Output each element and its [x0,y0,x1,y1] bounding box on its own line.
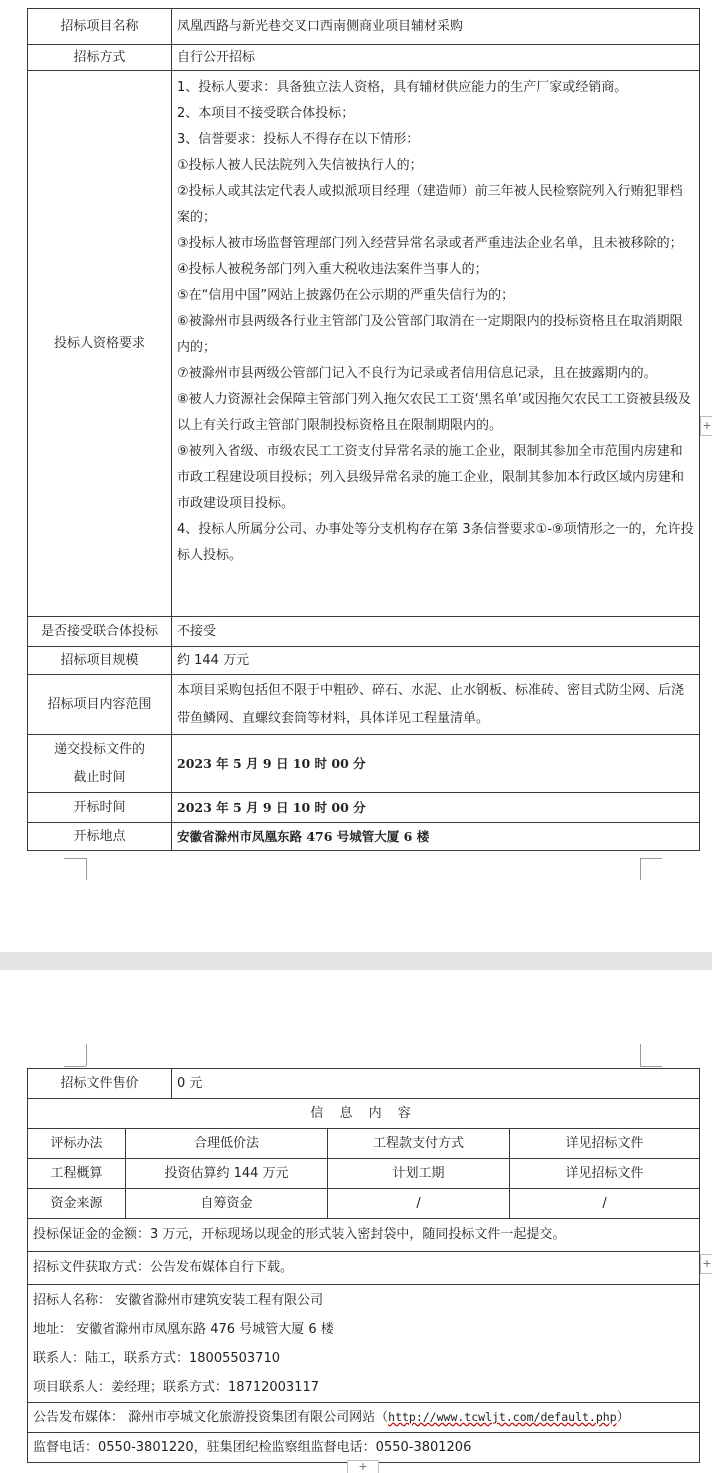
tenderer-info [28,1285,700,1403]
open-place-value: 安徽省滁州市凤凰东路 476 号城管大厦 6 楼 [172,823,700,851]
duration-label: 计划工期 [328,1159,510,1189]
tenderer-contact: 联系人：陆工，联系方式：18005503710 [33,1350,280,1366]
page-margin-mark [86,858,87,880]
consortium-value: 不接受 [172,617,700,647]
open-time-label: 开标时间 [28,793,172,823]
tender-info-table [27,8,700,851]
deposit-text: 投标保证金的金额：3 万元，开标现场以现金的形式装入密封袋中，随同投标文件一起提交。 [28,1219,700,1252]
page-gap [0,952,712,970]
qualification-label: 投标人资格要求 [28,71,172,617]
eval-method-label: 评标办法 [28,1129,126,1159]
scope-label: 招标项目内容范围 [28,675,172,735]
media-text: 公告发布媒体： 滁州市亭城文化旅游投资集团有限公司网站（http://www.tcwljt.com/default.php） [28,1403,700,1433]
qualification-line: 2、本项目不接受联合体投标； [177,106,355,121]
page-margin-mark [640,1044,641,1066]
scale-value: 约 144 万元 [172,647,700,675]
qualification-line: ⑦被滁州市县两级公管部门记入不良行为记录或者信用信息记录，且在披露期内的。 [177,366,657,381]
document-page-2 [0,970,712,1472]
price-label: 招标文件售价 [28,1069,172,1099]
supervision-text: 监督电话：0550-3801220，驻集团纪检监察组监督电话：0550-3801206 [28,1433,700,1463]
scale-label: 招标项目规模 [28,647,172,675]
qualification-line: ⑧被人力资源社会保障主管部门列入拖欠农民工工资‘黑名单’或因拖欠农民工工资被县级及以上有关行政主管部门限制投标资格且在限制期限内的。 [177,392,691,433]
page-margin-mark [86,1044,87,1066]
method-value: 自行公开招标 [172,45,700,71]
payment-method-value: 详见招标文件 [510,1129,700,1159]
obtain-method-text: 招标文件获取方式：公告发布媒体自行下载。 [28,1252,700,1285]
media-url-link[interactable]: http://www.tcwljt.com/default.php [388,1410,617,1424]
page-margin-mark [640,858,641,880]
estimate-value: 投资估算约 144 万元 [126,1159,328,1189]
page-margin-mark [640,858,662,859]
project-name-label: 招标项目名称 [28,9,172,45]
fund-source-value: 自筹资金 [126,1189,328,1219]
qualification-line: ④投标人被税务部门列入重大税收违法案件当事人的； [177,262,488,277]
qualification-line: 4、投标人所属分公司、办事处等分支机构存在第 3条信誉要求①-⑨项情形之一的，允许投标人投标。 [177,522,694,563]
qualification-line: ②投标人或其法定代表人或拟派项目经理（建造师）前三年被人民检察院列入行贿犯罪档案的； [177,184,683,225]
info-section-title: 信 息 内 容 [28,1099,700,1129]
tenderer-name: 招标人名称： 安徽省滁州市建筑安装工程有限公司 [33,1292,324,1308]
estimate-label: 工程概算 [28,1159,126,1189]
project-contact: 项目联系人：姜经理；联系方式：18712003117 [33,1379,319,1395]
tenderer-address: 地址： 安徽省滁州市凤凰东路 476 号城管大厦 6 楼 [33,1321,334,1337]
qualification-line: ①投标人被人民法院列入失信被执行人的； [177,158,423,173]
qualification-line: ⑨被列入省级、市级农民工工资支付异常名录的施工企业，限制其参加全市范围内房建和市政工程建设项目投标；列入县级异常名录的施工企业，限制其参加本行政区域内房建和市政建设项目投标。 [177,444,685,511]
qualification-line: ③投标人被市场监督管理部门列入经营异常名录或者严重违法企业名单，且未被移除的； [177,236,683,251]
deadline-value: 2023 年 5 月 9 日 10 时 00 分 [172,735,700,793]
open-place-label: 开标地点 [28,823,172,851]
qualification-line: 3、信誉要求：投标人不得存在以下情形： [177,132,420,147]
page-margin-mark [64,1066,86,1067]
qualification-content [172,71,700,617]
deadline-label: 递交投标文件的 截止时间 [28,735,172,793]
qualification-line: 1、投标人要求：具备独立法人资格，具有辅材供应能力的生产厂家或经销商。 [177,80,628,95]
consortium-label: 是否接受联合体投标 [28,617,172,647]
price-value: 0 元 [172,1069,700,1099]
fund-source-label: 资金来源 [28,1189,126,1219]
payment-method-label: 工程款支付方式 [328,1129,510,1159]
project-name-value: 凤凰西路与新光巷交叉口西南侧商业项目辅材采购 [172,9,700,45]
open-time-value: 2023 年 5 月 9 日 10 时 00 分 [172,793,700,823]
page-margin-mark [640,1066,662,1067]
row3-col3: / [328,1189,510,1219]
add-row-button[interactable]: + [700,1254,712,1274]
add-row-button[interactable]: + [700,416,712,436]
duration-value: 详见招标文件 [510,1159,700,1189]
qualification-line: ⑤在“信用中国”网站上披露仍在公示期的严重失信行为的； [177,288,515,303]
scope-value: 本项目采购包括但不限于中粗砂、碎石、水泥、止水钢板、标准砖、密目式防尘网、后浇带鱼鳞网、直螺纹套筒等材料，具体详见工程量清单。 [172,675,700,735]
method-label: 招标方式 [28,45,172,71]
tender-detail-table [27,1068,700,1463]
page-margin-mark [64,858,86,859]
qualification-line: ⑥被滁州市县两级各行业主管部门及公管部门取消在一定期限内的投标资格且在取消期限内的； [177,314,683,355]
row3-col4: / [510,1189,700,1219]
add-column-button[interactable]: + [347,1460,379,1473]
eval-method-value: 合理低价法 [126,1129,328,1159]
